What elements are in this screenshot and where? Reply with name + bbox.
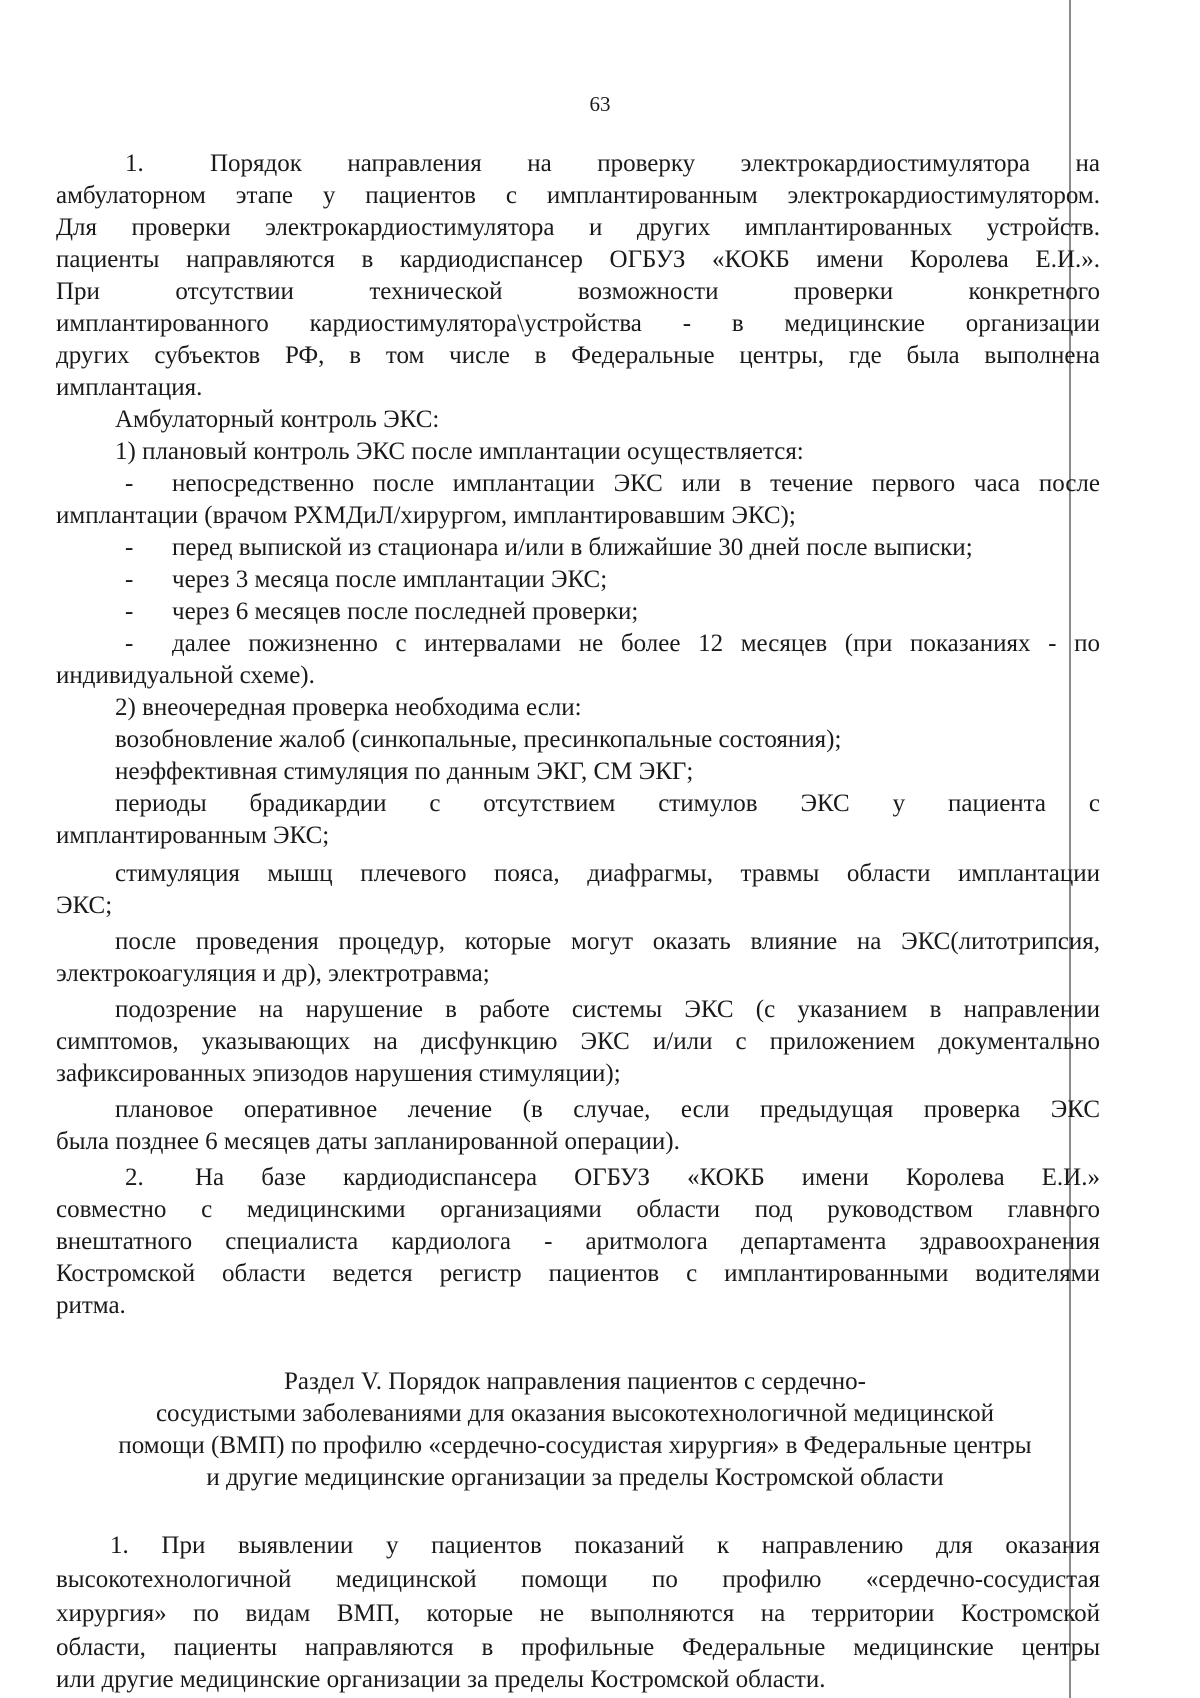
ambulatory-heading: Амбулаторный контроль ЭКС: [115,406,440,433]
p2-line: внештатного специалиста кардиолога - аритмолога департамента здравоохранения [56,1228,1100,1255]
unplanned-condition-cont: симптомов, указывающих на дисфункцию ЭКС и/или с приложением документально [56,1028,1100,1055]
list-number: 1. [125,150,144,177]
p1-line: имплантированного кардиостимулятора\устройства - в медицинские организации [56,310,1100,337]
p2-line: совместно с медицинскими организациями области под руководством главного [56,1196,1100,1223]
p3-line: 1. При выявлении у пациентов показаний к направлению для оказания [110,1532,1100,1559]
planned-item: через 6 месяцев после последней проверки; [172,598,639,625]
section-heading-line: и другие медицинские организации за пределы Костромской области [206,1464,944,1491]
unplanned-condition: неэффективная стимуляция по данным ЭКГ, СМ ЭКГ; [115,758,694,785]
p1-line: Порядок направления на проверку электрокардиостимулятора на [210,150,1100,177]
page-number: 63 [589,92,611,116]
planned-item-cont: имплантации (врачом РХМДиЛ/хирургом, имплантировавшим ЭКС); [56,502,796,529]
planned-item: через 3 месяца после имплантации ЭКС; [172,566,608,593]
list-dash: - [125,566,134,593]
p3-line: хирургия» по видам ВМП, которые не выполняются на территории Костромской [56,1600,1100,1627]
list-dash: - [125,598,134,625]
unplanned-intro: 2) внеочередная проверка необходима если: [115,694,582,721]
unplanned-condition: стимуляция мышц плечевого пояса, диафрагмы, травмы области имплантации [115,860,1100,887]
p2-line: Костромской области ведется регистр пациентов с имплантированными водителями [56,1260,1100,1287]
unplanned-condition-cont: электрокоагуляция и др), электротравма; [56,960,490,987]
p1-line: пациенты направляются в кардиодиспансер ОГБУЗ «КОКБ имени Королева Е.И.». [56,246,1100,273]
p3-line: области, пациенты направляются в профильные Федеральные медицинские центры [56,1634,1100,1661]
planned-item: далее пожизненно с интервалами не более 12 месяцев (при показаниях - по [172,630,1100,657]
p2-line: На базе кардиодиспансера ОГБУЗ «КОКБ имени Королева Е.И.» [195,1164,1100,1191]
p3-line: высокотехнологичной медицинской помощи по профилю «сердечно-сосудистая [56,1566,1100,1593]
unplanned-condition: подозрение на нарушение в работе системы ЭКС (с указанием в направлении [115,996,1100,1023]
list-dash: - [125,470,134,497]
list-dash: - [125,534,134,561]
list-number: 2. [125,1164,144,1191]
planned-item: перед выпиской из стационара и/или в ближайшие 30 дней после выписки; [172,534,973,561]
planned-item: непосредственно после имплантации ЭКС или в течение первого часа после [172,470,1100,497]
p1-line: других субъектов РФ, в том числе в Федеральные центры, где была выполнена [56,342,1100,369]
unplanned-condition-cont: зафиксированных эпизодов нарушения стимуляции); [56,1060,621,1087]
p3-line: или другие медицинские организации за пределы Костромской области. [56,1666,826,1693]
p1-line: При отсутствии технической возможности проверки конкретного [56,278,1100,305]
section-heading-line: сосудистыми заболеваниями для оказания высокотехнологичной медицинской [155,1400,995,1427]
unplanned-condition-cont: была позднее 6 месяцев даты запланированной операции). [56,1128,680,1155]
section-heading-line: Раздел V. Порядок направления пациентов с сердечно- [284,1368,866,1395]
p1-line: имплантация. [56,374,203,401]
unplanned-condition: после проведения процедур, которые могут оказать влияние на ЭКС(литотрипсия, [115,928,1100,955]
planned-control-intro: 1) плановый контроль ЭКС после имплантации осуществляется: [115,438,804,465]
unplanned-condition: периоды брадикардии с отсутствием стимулов ЭКС у пациента с [115,790,1100,817]
unplanned-condition: возобновление жалоб (синкопальные, пресинкопальные состояния); [115,726,842,753]
p1-line: Для проверки электрокардиостимулятора и других имплантированных устройств. [56,214,1100,241]
unplanned-condition-cont: имплантированным ЭКС; [56,822,330,849]
unplanned-condition-cont: ЭКС; [56,892,113,919]
p1-line: амбулаторном этапе у пациентов с имплантированным электрокардиостимулятором. [56,182,1100,209]
planned-item-cont: индивидуальной схеме). [56,662,315,689]
list-dash: - [125,630,134,657]
p2-line: ритма. [56,1292,126,1319]
section-heading-line: помощи (ВМП) по профилю «сердечно-сосудистая хирургия» в Федеральные центры [118,1432,1032,1459]
unplanned-condition: плановое оперативное лечение (в случае, если предыдущая проверка ЭКС [115,1096,1100,1123]
